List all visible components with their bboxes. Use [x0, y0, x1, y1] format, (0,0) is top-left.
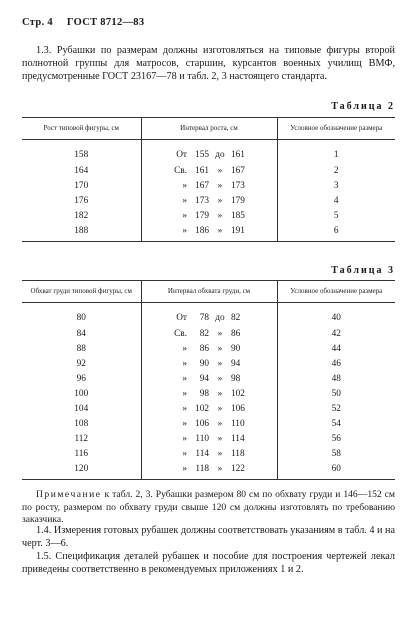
cell-size-designation: 60 — [277, 461, 395, 480]
interval-from: 98 — [199, 388, 209, 399]
interval-separator: » — [217, 358, 223, 369]
table-3-caption — [331, 265, 395, 276]
column-header: Обхват груди типовой фигуры, см — [22, 281, 141, 303]
cell-typical-figure: 170 — [74, 180, 89, 191]
cell-interval — [141, 371, 277, 386]
interval-prefix: От — [176, 312, 187, 323]
table-note — [22, 489, 395, 527]
table-caption-number: 2 — [388, 101, 395, 112]
interval-from: 82 — [199, 328, 209, 339]
page-header — [22, 17, 144, 28]
table-2-body — [22, 140, 395, 242]
interval-prefix: » — [182, 463, 187, 474]
table-row — [22, 401, 395, 416]
cell-typical-figure: 104 — [74, 403, 89, 414]
cell-size-designation: 48 — [277, 371, 395, 386]
interval-prefix: » — [182, 225, 187, 236]
cell-typical-figure: 176 — [74, 195, 89, 206]
table-row — [22, 446, 395, 461]
cell-typical-figure: 88 — [76, 343, 86, 354]
table-row — [22, 163, 395, 178]
interval-prefix: » — [182, 210, 187, 221]
cell-size-designation: 5 — [277, 208, 395, 223]
interval-separator: до — [215, 312, 225, 323]
table-caption-word: Таблица — [331, 265, 384, 276]
interval-separator: » — [217, 418, 223, 429]
interval-from: 114 — [195, 448, 209, 459]
interval-to: 102 — [231, 388, 245, 399]
column-header: Рост типовой фигуры, см — [22, 118, 141, 140]
cell-size-designation: 6 — [277, 223, 395, 242]
cell-size-designation: 56 — [277, 431, 395, 446]
table-caption-word: Таблица — [331, 101, 384, 112]
table-row — [22, 431, 395, 446]
cell-interval — [141, 178, 277, 193]
table-3-body — [22, 303, 395, 480]
cell-typical-figure: 112 — [74, 433, 89, 444]
cell-typical-figure: 92 — [76, 358, 86, 369]
cell-interval — [141, 386, 277, 401]
table-row — [22, 140, 395, 164]
cell-size-designation: 42 — [277, 326, 395, 341]
cell-typical-figure: 84 — [76, 328, 86, 339]
column-header: Интервал обхвата груди, см — [141, 281, 277, 303]
interval-to: 86 — [231, 328, 241, 339]
table-2 — [22, 117, 395, 242]
interval-separator: » — [217, 373, 223, 384]
interval-separator: » — [217, 448, 223, 459]
table-row — [22, 356, 395, 371]
cell-interval — [141, 356, 277, 371]
cell-size-designation: 50 — [277, 386, 395, 401]
interval-prefix: Св. — [174, 165, 187, 176]
interval-to: 110 — [231, 418, 245, 429]
interval-separator: » — [217, 210, 223, 221]
interval-prefix: » — [182, 448, 187, 459]
table-3 — [22, 280, 395, 480]
table-header-row — [22, 281, 395, 303]
interval-to: 179 — [231, 195, 245, 206]
interval-prefix: » — [182, 358, 187, 369]
cell-interval — [141, 326, 277, 341]
cell-typical-figure: 80 — [76, 312, 86, 323]
table-row — [22, 416, 395, 431]
table-row — [22, 341, 395, 356]
cell-interval — [141, 341, 277, 356]
interval-prefix: » — [182, 373, 187, 384]
table-header-row — [22, 118, 395, 140]
table-row — [22, 223, 395, 242]
interval-from: 155 — [195, 149, 209, 160]
interval-separator: » — [217, 388, 223, 399]
cell-size-designation: 40 — [277, 303, 395, 327]
interval-separator: » — [217, 343, 223, 354]
interval-to: 90 — [231, 343, 241, 354]
note-text: к табл. 2, 3. Рубашки размером 80 см по обхвату груди и 146—152 см по росту, размером по обхвату груди свыше 120 см должны изготовлять по требованию заказчика. — [22, 489, 395, 525]
cell-size-designation: 3 — [277, 178, 395, 193]
interval-to: 122 — [231, 463, 245, 474]
table-row — [22, 386, 395, 401]
interval-to: 114 — [231, 433, 245, 444]
cell-size-designation: 44 — [277, 341, 395, 356]
table-row — [22, 208, 395, 223]
interval-prefix: Св. — [174, 328, 187, 339]
cell-interval — [141, 431, 277, 446]
interval-from: 106 — [195, 418, 209, 429]
interval-separator: » — [217, 180, 223, 191]
interval-prefix: » — [182, 403, 187, 414]
interval-prefix: » — [182, 388, 187, 399]
cell-typical-figure: 100 — [74, 388, 89, 399]
interval-prefix: » — [182, 343, 187, 354]
interval-from: 86 — [199, 343, 209, 354]
cell-size-designation: 54 — [277, 416, 395, 431]
cell-typical-figure: 120 — [22, 461, 141, 480]
column-header: Интервал роста, см — [141, 118, 277, 140]
interval-prefix: » — [182, 433, 187, 444]
interval-prefix: » — [182, 195, 187, 206]
interval-from: 110 — [195, 433, 209, 444]
cell-size-designation: 2 — [277, 163, 395, 178]
cell-typical-figure: 164 — [74, 165, 89, 176]
interval-from: 90 — [199, 358, 209, 369]
cell-size-designation: 58 — [277, 446, 395, 461]
interval-to: 98 — [231, 373, 241, 384]
cell-typical-figure: 108 — [74, 418, 89, 429]
cell-interval — [141, 303, 277, 327]
table-caption-number: 3 — [388, 265, 395, 276]
cell-interval — [141, 163, 277, 178]
interval-to: 94 — [231, 358, 241, 369]
interval-separator: до — [215, 149, 225, 160]
cell-interval — [141, 416, 277, 431]
paragraph-1-4: 1.4. Измерения готовых рубашек должны соответствовать указаниям в табл. 4 и на черт. 3—6. — [22, 525, 395, 550]
cell-interval — [141, 223, 277, 242]
table-row — [22, 371, 395, 386]
interval-prefix: От — [176, 149, 187, 160]
interval-to: 82 — [231, 312, 241, 323]
interval-to: 173 — [231, 180, 245, 191]
interval-separator: » — [217, 225, 223, 236]
cell-typical-figure: 116 — [74, 448, 89, 459]
interval-prefix: » — [182, 180, 187, 191]
cell-typical-figure: 158 — [74, 149, 89, 160]
table-row — [22, 326, 395, 341]
paragraph-1-3: 1.3. Рубашки по размерам должны изготовляться на типовые фигуры второй полнотной группы для матросов, старшин, курсантов военных училищ ВМФ, предусмотренные ГОСТ 23167—78 и табл. 2, 3 настоящего стандарта. — [22, 45, 395, 83]
interval-from: 186 — [195, 225, 209, 236]
interval-from: 102 — [195, 403, 209, 414]
interval-to: 118 — [231, 448, 245, 459]
cell-interval — [141, 446, 277, 461]
cell-interval — [141, 140, 277, 164]
interval-to: 191 — [231, 225, 245, 236]
interval-from: 173 — [195, 195, 209, 206]
cell-typical-figure: 96 — [76, 373, 86, 384]
interval-to: 185 — [231, 210, 245, 221]
cell-interval — [141, 208, 277, 223]
cell-size-designation: 1 — [277, 140, 395, 164]
cell-size-designation: 4 — [277, 193, 395, 208]
standard-number: ГОСТ 8712—83 — [66, 17, 145, 28]
cell-interval — [141, 193, 277, 208]
paragraph-1-5: 1.5. Спецификация деталей рубашек и пособие для построения чертежей лекал приведены соответственно в рекомендуемых приложениях 1 и 2. — [22, 551, 395, 576]
interval-from: 161 — [195, 165, 209, 176]
interval-prefix: » — [182, 418, 187, 429]
interval-to: 161 — [231, 149, 245, 160]
interval-separator: » — [217, 165, 223, 176]
interval-from: 78 — [199, 312, 209, 323]
cell-typical-figure: 188 — [22, 223, 141, 242]
interval-from: 167 — [195, 180, 209, 191]
interval-separator: » — [217, 328, 223, 339]
cell-size-designation: 52 — [277, 401, 395, 416]
column-header: Условное обозначение размера — [277, 118, 395, 140]
interval-to: 167 — [231, 165, 245, 176]
cell-interval — [141, 401, 277, 416]
interval-from: 94 — [199, 373, 209, 384]
interval-separator: » — [217, 403, 223, 414]
cell-typical-figure: 182 — [74, 210, 89, 221]
table-2-caption — [331, 101, 395, 112]
interval-to: 106 — [231, 403, 245, 414]
cell-interval — [141, 461, 277, 480]
note-label: Примечание — [36, 489, 102, 500]
page-number: Стр. 4 — [22, 17, 53, 28]
interval-from: 118 — [195, 463, 209, 474]
table-row — [22, 303, 395, 327]
interval-separator: » — [217, 433, 223, 444]
table-row — [22, 193, 395, 208]
table-row — [22, 461, 395, 480]
interval-separator: » — [217, 463, 223, 474]
cell-size-designation: 46 — [277, 356, 395, 371]
interval-from: 179 — [195, 210, 209, 221]
table-row — [22, 178, 395, 193]
column-header: Условное обозначение размера — [277, 281, 395, 303]
interval-separator: » — [217, 195, 223, 206]
